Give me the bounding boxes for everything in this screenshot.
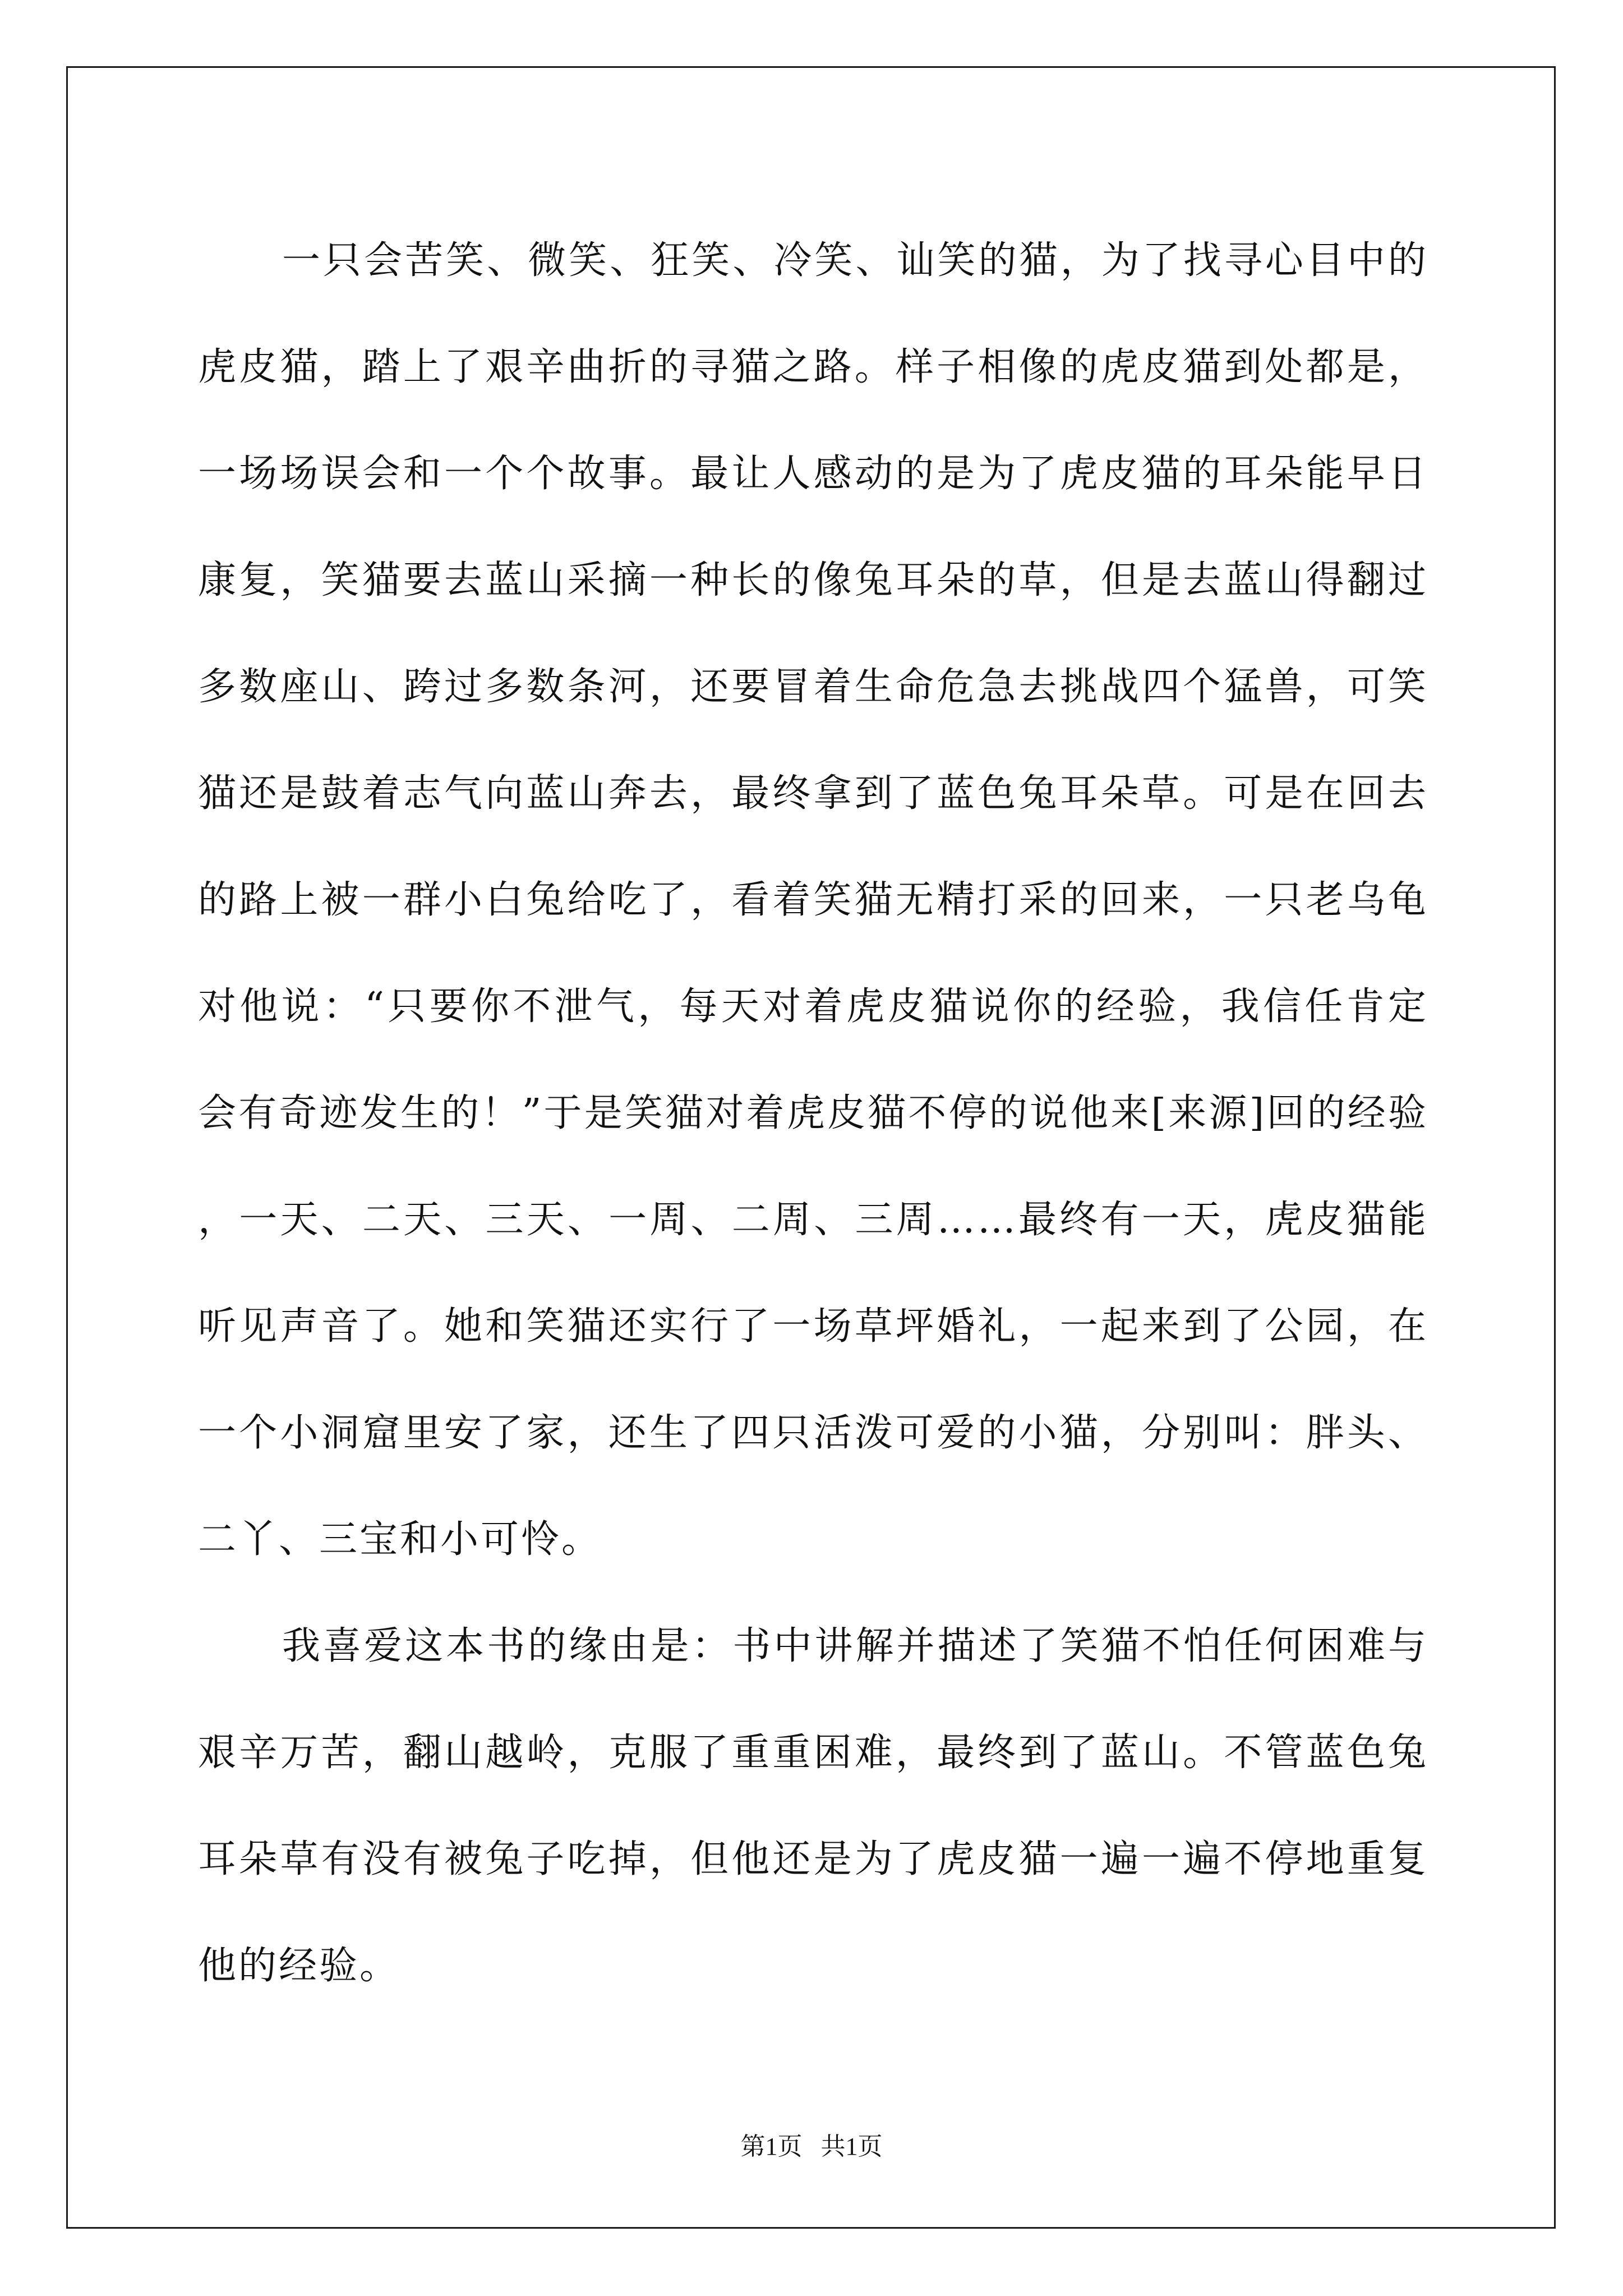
paragraph-2: 我喜爱这本书的缘由是：书中讲解并描述了笑猫不怕任何困难与艰辛万苦，翻山越岭，克服了重重困难，最终到了蓝山。不管蓝色兔耳朵草有没有被兔子吃掉，但他还是为了虎皮猫一遍一遍不停地重复他的经验。	[198, 1624, 1428, 1988]
paragraph-1: 一只会苦笑、微笑、狂笑、冷笑、讪笑的猫，为了找寻心目中的虎皮猫，踏上了艰辛曲折的寻猫之路。样子相像的虎皮猫到处都是，一场场误会和一个个故事。最让人感动的是为了虎皮猫的耳朵能早日康复，笑猫要去蓝山采摘一种长的像兔耳朵的草，但是去蓝山得翻过多数座山、跨过多数条河，还要冒着生命危急去挑战四个猛兽，可笑猫还是鼓着志气向蓝山奔去，最终拿到了蓝色兔耳朵草。可是在回去的路上被一群小白兔给吃了，看着笑猫无精打采的回来，一只老乌龟对他说：“只要你不泄气，每天对着虎皮猫说你的经验，我信任肯定会有奇迹发生的！”于是笑猫对着虎皮猫不停的说他来[来源]回的经验，一天、二天、三天、一周、二周、三周……最终有一天，虎皮猫能听见声音了。她和笑猫还实行了一场草坪婚礼，一起来到了公园，在一个小洞窟里安了家，还生了四只活泼可爱的小猫，分别叫：胖头、二丫、三宝和小可怜。	[198, 238, 1428, 1562]
document-body	[198, 208, 1428, 2019]
page-footer	[0, 2126, 1623, 2162]
page-number: 第1页 共1页	[740, 2133, 883, 2160]
